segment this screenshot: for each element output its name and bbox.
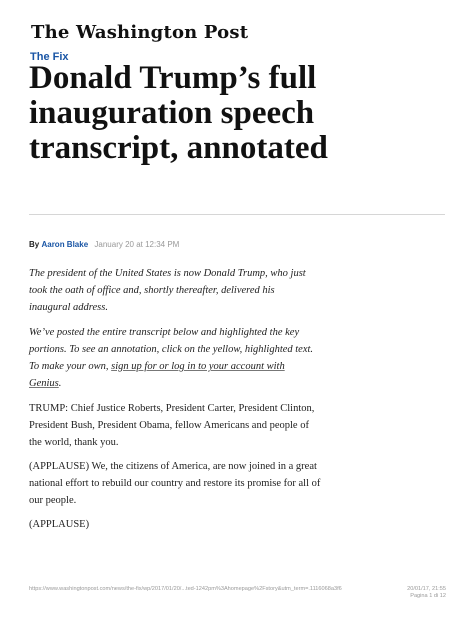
paragraph-line: portions. To see an annotation, click on the yellow, highlighted text. bbox=[29, 344, 314, 355]
page-number: Pagina 1 di 12 bbox=[410, 593, 446, 599]
paragraph-text: To make your own, bbox=[29, 361, 112, 372]
footer-meta bbox=[407, 586, 446, 600]
paragraph-line bbox=[29, 375, 449, 392]
paragraph-line: national effort to rebuild our country and restore its promise for all of bbox=[29, 478, 321, 489]
headline-line: transcript, annotated bbox=[29, 130, 328, 166]
paragraph-text: . bbox=[58, 378, 62, 389]
footer-url: https://www.washingtonpost.com/news/the-fix/wp/2017/01/20/...ted-1242pm%3Ahomepage%2Fstory&utm_term=.1116068a3f6 bbox=[29, 586, 342, 592]
author-link[interactable]: Aaron Blake bbox=[41, 240, 89, 249]
paragraph-line: President Bush, President Obama, fellow Americans and people of bbox=[29, 420, 309, 431]
transcript-paragraph bbox=[29, 400, 449, 451]
masthead-logo[interactable]: The Washington Post bbox=[31, 22, 249, 43]
paragraph-line bbox=[29, 358, 449, 375]
paragraph-line: our people. bbox=[29, 495, 77, 506]
instructions-paragraph bbox=[29, 324, 449, 392]
transcript-paragraph bbox=[29, 516, 449, 533]
paragraph-line: inaugural address. bbox=[29, 302, 108, 313]
paragraph-line: The president of the United States is now Donald Trump, who just bbox=[29, 268, 306, 279]
genius-link[interactable]: Genius bbox=[29, 378, 59, 389]
paragraph-line: (APPLAUSE) bbox=[29, 519, 90, 530]
paragraph-line: TRUMP: Chief Justice Roberts, President Carter, President Clinton, bbox=[29, 403, 315, 414]
paragraph-line: took the oath of office and, shortly thereafter, delivered his bbox=[29, 285, 275, 296]
page-title bbox=[29, 61, 449, 166]
divider bbox=[29, 214, 445, 215]
byline bbox=[29, 240, 179, 249]
publish-date: January 20 at 12:34 PM bbox=[94, 240, 180, 249]
print-timestamp: 20/01/17, 21:55 bbox=[407, 586, 446, 592]
headline-line: inauguration speech bbox=[29, 95, 315, 131]
paragraph-line: We’ve posted the entire transcript below and highlighted the key bbox=[29, 327, 300, 338]
headline-line: Donald Trump’s full bbox=[29, 60, 317, 96]
paragraph-line: the world, thank you. bbox=[29, 437, 119, 448]
section-label[interactable]: The Fix bbox=[30, 51, 69, 63]
transcript-paragraph bbox=[29, 458, 449, 509]
byline-prefix: By bbox=[29, 240, 40, 249]
genius-signup-link[interactable]: sign up for or log in to your account with bbox=[111, 361, 285, 372]
intro-paragraph bbox=[29, 265, 449, 316]
paragraph-line: (APPLAUSE) We, the citizens of America, are now joined in a great bbox=[29, 461, 317, 472]
